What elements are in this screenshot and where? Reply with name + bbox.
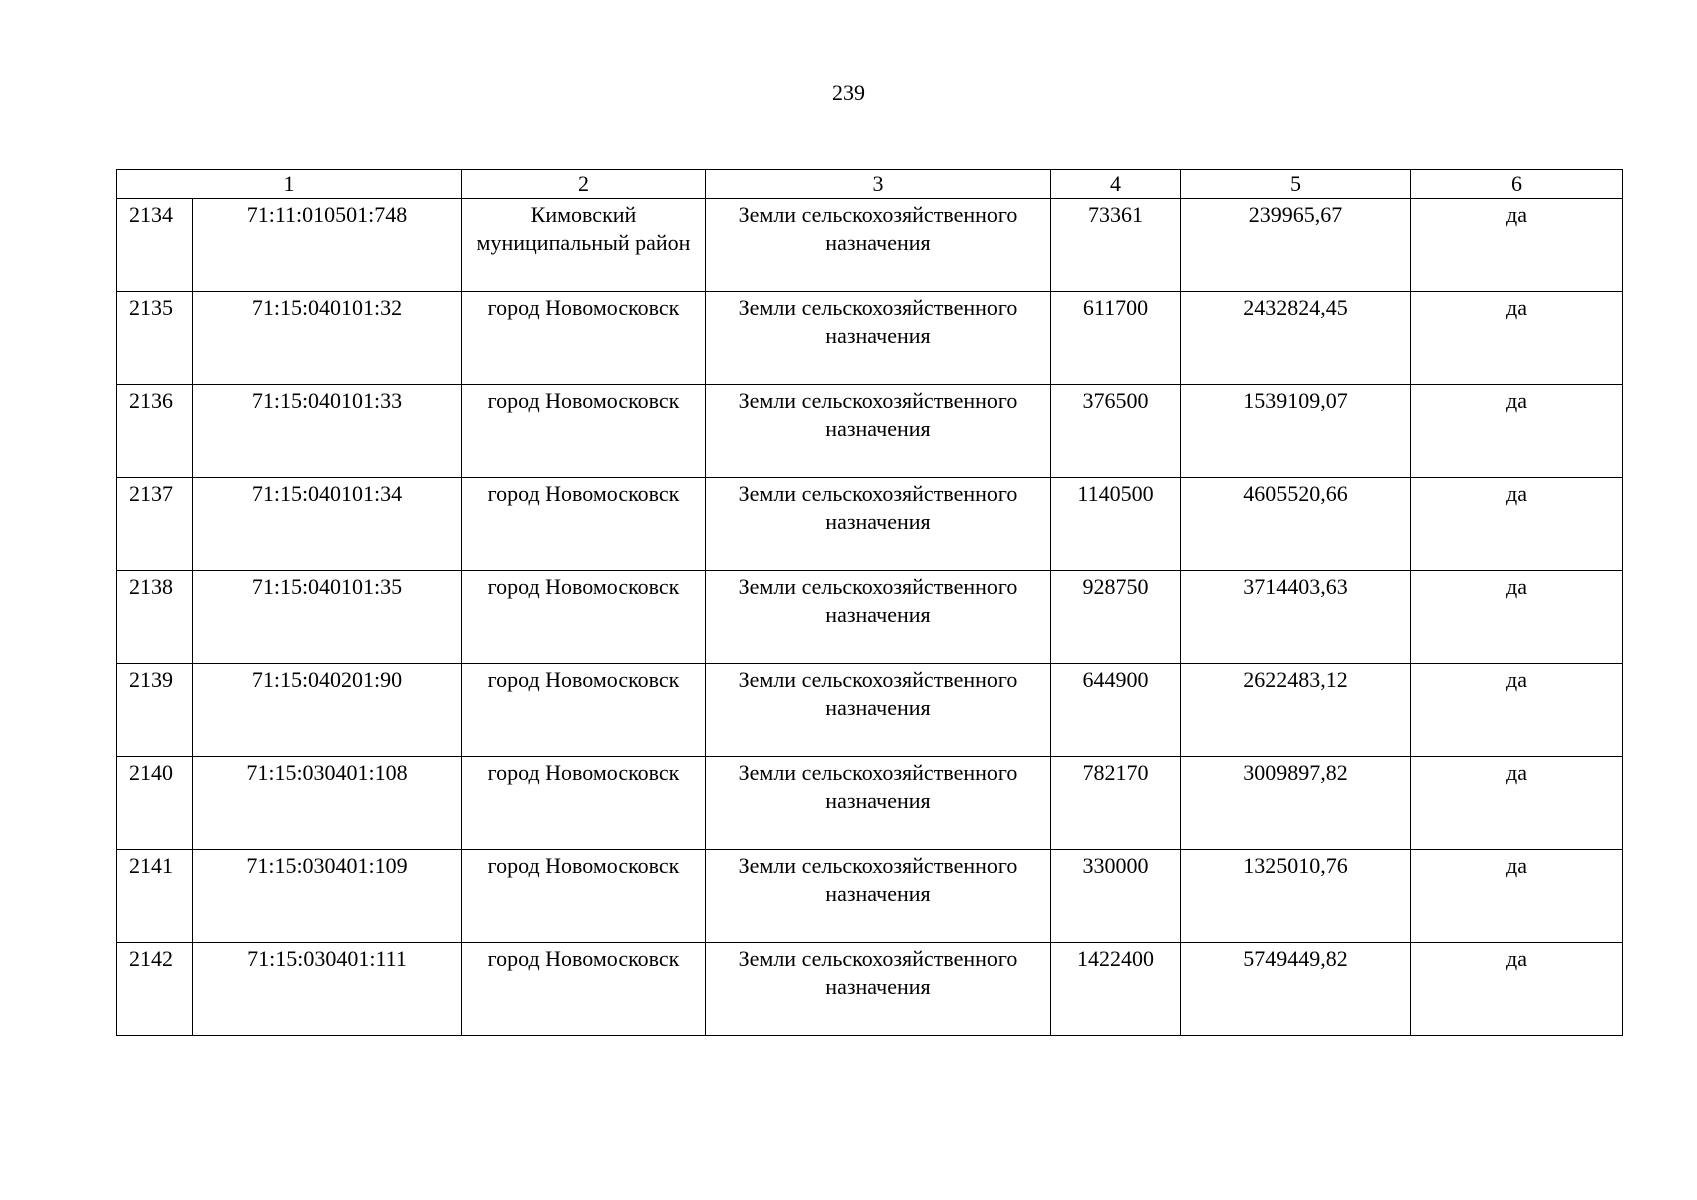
cell-cadastral-cost: 3714403,63 — [1181, 571, 1411, 664]
table-row — [117, 478, 1623, 571]
header-cell-6: 6 — [1411, 170, 1623, 199]
cell-land-category: Земли сельскохозяйственного назначения — [706, 664, 1051, 757]
cell-area: 644900 — [1051, 664, 1181, 757]
cell-location: город Новомосковск — [462, 385, 706, 478]
cell-cadastral-number: 71:15:030401:111 — [193, 943, 462, 1036]
cell-row-number: 2139 — [117, 664, 193, 757]
cell-flag: да — [1411, 571, 1623, 664]
cell-flag: да — [1411, 757, 1623, 850]
cell-row-number: 2134 — [117, 199, 193, 292]
table-row — [117, 571, 1623, 664]
cell-cadastral-cost: 4605520,66 — [1181, 478, 1411, 571]
cell-area: 73361 — [1051, 199, 1181, 292]
cell-land-category: Земли сельскохозяйственного назначения — [706, 943, 1051, 1036]
cell-location: город Новомосковск — [462, 943, 706, 1036]
cell-cadastral-cost: 1539109,07 — [1181, 385, 1411, 478]
cell-flag: да — [1411, 199, 1623, 292]
cell-row-number: 2136 — [117, 385, 193, 478]
cell-row-number: 2138 — [117, 571, 193, 664]
header-cell-4: 4 — [1051, 170, 1181, 199]
table-row — [117, 850, 1623, 943]
header-row — [117, 170, 1623, 199]
cell-area: 376500 — [1051, 385, 1181, 478]
cell-cadastral-cost: 2622483,12 — [1181, 664, 1411, 757]
table-row — [117, 385, 1623, 478]
cell-cadastral-number: 71:15:040101:34 — [193, 478, 462, 571]
cell-location: город Новомосковск — [462, 757, 706, 850]
cell-land-category: Земли сельскохозяйственного назначения — [706, 757, 1051, 850]
cell-flag: да — [1411, 850, 1623, 943]
cell-flag: да — [1411, 664, 1623, 757]
cell-row-number: 2140 — [117, 757, 193, 850]
header-cell-5: 5 — [1181, 170, 1411, 199]
cell-cadastral-cost: 239965,67 — [1181, 199, 1411, 292]
cell-area: 1140500 — [1051, 478, 1181, 571]
cell-land-category: Земли сельскохозяйственного назначения — [706, 199, 1051, 292]
table-row — [117, 943, 1623, 1036]
cell-location: город Новомосковск — [462, 292, 706, 385]
cell-row-number: 2137 — [117, 478, 193, 571]
cell-area: 330000 — [1051, 850, 1181, 943]
cell-location: город Новомосковск — [462, 664, 706, 757]
page-number: 239 — [832, 80, 865, 105]
cell-land-category: Земли сельскохозяйственного назначения — [706, 292, 1051, 385]
cell-cadastral-number: 71:15:030401:108 — [193, 757, 462, 850]
cell-area: 928750 — [1051, 571, 1181, 664]
cell-row-number: 2142 — [117, 943, 193, 1036]
cell-cadastral-cost: 2432824,45 — [1181, 292, 1411, 385]
cell-cadastral-cost: 5749449,82 — [1181, 943, 1411, 1036]
cell-cadastral-number: 71:15:040101:33 — [193, 385, 462, 478]
cell-cadastral-cost: 1325010,76 — [1181, 850, 1411, 943]
table-header — [117, 170, 1623, 199]
table-body — [117, 199, 1623, 1036]
table-row — [117, 664, 1623, 757]
cell-area: 1422400 — [1051, 943, 1181, 1036]
header-cell-1: 1 — [117, 170, 462, 199]
cell-cadastral-number: 71:15:040101:35 — [193, 571, 462, 664]
header-cell-3: 3 — [706, 170, 1051, 199]
land-plots-table — [116, 169, 1623, 1036]
cell-row-number: 2141 — [117, 850, 193, 943]
cell-location: город Новомосковск — [462, 850, 706, 943]
cell-cadastral-number: 71:15:030401:109 — [193, 850, 462, 943]
cell-flag: да — [1411, 292, 1623, 385]
table-row — [117, 292, 1623, 385]
cell-cadastral-cost: 3009897,82 — [1181, 757, 1411, 850]
cell-land-category: Земли сельскохозяйственного назначения — [706, 850, 1051, 943]
cell-land-category: Земли сельскохозяйственного назначения — [706, 478, 1051, 571]
cell-flag: да — [1411, 943, 1623, 1036]
cell-cadastral-number: 71:11:010501:748 — [193, 199, 462, 292]
cell-area: 782170 — [1051, 757, 1181, 850]
cell-row-number: 2135 — [117, 292, 193, 385]
cell-cadastral-number: 71:15:040101:32 — [193, 292, 462, 385]
table-row — [117, 199, 1623, 292]
cell-location: город Новомосковск — [462, 571, 706, 664]
cell-land-category: Земли сельскохозяйственного назначения — [706, 571, 1051, 664]
header-cell-2: 2 — [462, 170, 706, 199]
cell-flag: да — [1411, 385, 1623, 478]
cell-location: город Новомосковск — [462, 478, 706, 571]
table-row — [117, 757, 1623, 850]
cell-location: Кимовский муниципальный район — [462, 199, 706, 292]
cell-cadastral-number: 71:15:040201:90 — [193, 664, 462, 757]
cell-land-category: Земли сельскохозяйственного назначения — [706, 385, 1051, 478]
cell-flag: да — [1411, 478, 1623, 571]
cell-area: 611700 — [1051, 292, 1181, 385]
